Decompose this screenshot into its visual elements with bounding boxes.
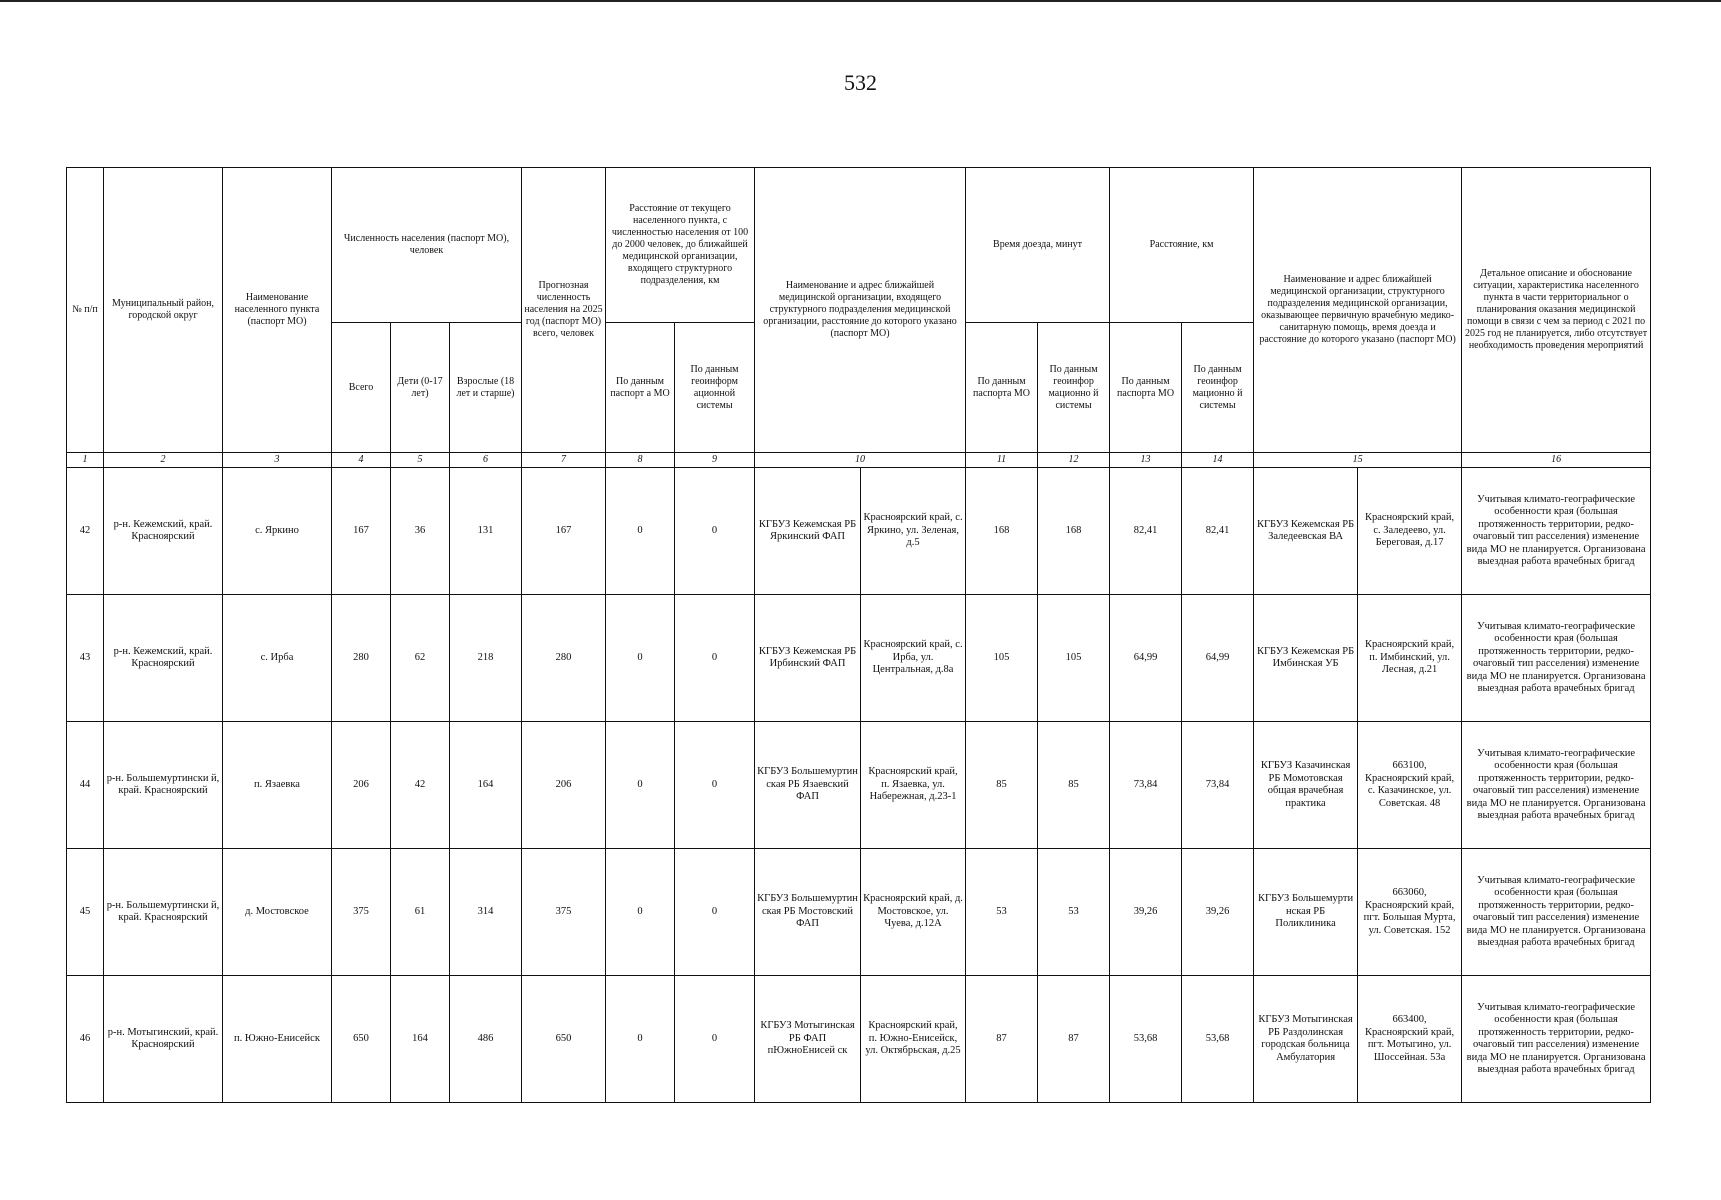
row-time-geo: 53 bbox=[1038, 849, 1110, 976]
row-adults: 131 bbox=[450, 468, 522, 595]
row-km-passport: 64,99 bbox=[1110, 595, 1182, 722]
row-pc-name: КГБУЗ Мотыгинская РБ Раздолинская городская больница Амбулатория bbox=[1254, 976, 1358, 1103]
row-org-address: Красноярский край, д. Мостовское, ул. Чуева, д.12А bbox=[861, 849, 966, 976]
column-number: 5 bbox=[391, 453, 450, 468]
row-children: 61 bbox=[391, 849, 450, 976]
row-forecast: 650 bbox=[522, 976, 606, 1103]
row-district: р-н. Большемуртински й, край. Красноярский bbox=[104, 849, 223, 976]
column-number: 9 bbox=[675, 453, 755, 468]
column-number: 8 bbox=[606, 453, 675, 468]
settlements-table bbox=[66, 167, 1651, 1103]
row-adults: 164 bbox=[450, 722, 522, 849]
row-pc-address: 663100, Красноярский край, с. Казачинское, ул. Советская. 48 bbox=[1358, 722, 1462, 849]
header-settlement: Наименование населенного пункта (паспорт МО) bbox=[223, 168, 332, 453]
column-number: 12 bbox=[1038, 453, 1110, 468]
table-row bbox=[67, 595, 1651, 722]
row-children: 36 bbox=[391, 468, 450, 595]
row-km-passport: 82,41 bbox=[1110, 468, 1182, 595]
row-pc-address: Красноярский край, с. Заледеево, ул. Береговая, д.17 bbox=[1358, 468, 1462, 595]
row-num: 44 bbox=[67, 722, 104, 849]
row-km-geo: 73,84 bbox=[1182, 722, 1254, 849]
column-number: 4 bbox=[332, 453, 391, 468]
row-forecast: 206 bbox=[522, 722, 606, 849]
page-number: 532 bbox=[844, 70, 877, 95]
row-children: 42 bbox=[391, 722, 450, 849]
header-distance-km-group: Расстояние, км bbox=[1110, 168, 1254, 323]
header-travel-time-group: Время доезда, минут bbox=[966, 168, 1110, 323]
row-dist-passport: 0 bbox=[606, 595, 675, 722]
row-time-passport: 87 bbox=[966, 976, 1038, 1103]
row-org-name: КГБУЗ Кежемская РБ Яркинский ФАП bbox=[755, 468, 861, 595]
row-description: Учитывая климато-географические особенности края (большая протяженность территории, редко-очаговый тип расселения) изменение вида МО не планируется. Организована выездная работа врачебных бригад bbox=[1462, 595, 1651, 722]
header-pop-children: Дети (0-17 лет) bbox=[391, 323, 450, 453]
row-org-name: КГБУЗ Кежемская РБ Ирбинский ФАП bbox=[755, 595, 861, 722]
row-org-name: КГБУЗ Мотыгинская РБ ФАП пЮжноЕнисей ск bbox=[755, 976, 861, 1103]
column-number: 1 bbox=[67, 453, 104, 468]
row-km-passport: 73,84 bbox=[1110, 722, 1182, 849]
header-population-group: Численность населения (паспорт МО), человек bbox=[332, 168, 522, 323]
row-total: 280 bbox=[332, 595, 391, 722]
row-pc-name: КГБУЗ Кежемская РБ Заледеевская ВА bbox=[1254, 468, 1358, 595]
row-dist-passport: 0 bbox=[606, 849, 675, 976]
row-pc-name: КГБУЗ Казачинская РБ Момотовская общая врачебная практика bbox=[1254, 722, 1358, 849]
row-settlement: д. Мостовское bbox=[223, 849, 332, 976]
row-dist-geo: 0 bbox=[675, 849, 755, 976]
header-num: № п/п bbox=[67, 168, 104, 453]
row-km-geo: 82,41 bbox=[1182, 468, 1254, 595]
row-time-passport: 168 bbox=[966, 468, 1038, 595]
row-settlement: с. Ирба bbox=[223, 595, 332, 722]
column-number: 16 bbox=[1462, 453, 1651, 468]
table-row bbox=[67, 722, 1651, 849]
row-adults: 218 bbox=[450, 595, 522, 722]
row-description: Учитывая климато-географические особенности края (большая протяженность территории, редко-очаговый тип расселения) изменение вида МО не планируется. Организована выездная работа врачебных бригад bbox=[1462, 722, 1651, 849]
row-settlement: п. Язаевка bbox=[223, 722, 332, 849]
row-settlement: с. Яркино bbox=[223, 468, 332, 595]
row-pc-address: 663060, Красноярский край, пгт. Большая Мурта, ул. Советская. 152 bbox=[1358, 849, 1462, 976]
row-total: 167 bbox=[332, 468, 391, 595]
row-adults: 486 bbox=[450, 976, 522, 1103]
header-time-geo: По данным геоинфор мационно й системы bbox=[1038, 323, 1110, 453]
row-description: Учитывая климато-географические особенности края (большая протяженность территории, редко-очаговый тип расселения) изменение вида МО не планируется. Организована выездная работа врачебных бригад bbox=[1462, 976, 1651, 1103]
row-dist-geo: 0 bbox=[675, 976, 755, 1103]
column-number: 3 bbox=[223, 453, 332, 468]
row-total: 206 bbox=[332, 722, 391, 849]
row-forecast: 167 bbox=[522, 468, 606, 595]
row-pc-address: Красноярский край, п. Имбинский, ул. Лесная, д.21 bbox=[1358, 595, 1462, 722]
row-km-passport: 39,26 bbox=[1110, 849, 1182, 976]
row-time-geo: 85 bbox=[1038, 722, 1110, 849]
header-nearest-org: Наименование и адрес ближайшей медицинской организации, входящего структурного подразделения медицинской организации, расстояние до которого указано (паспорт МО) bbox=[755, 168, 966, 453]
header-distance-group: Расстояние от текущего населенного пункта, с численностью населения от 100 до 2000 человек, до ближайшей медицинской организации, входящего структурного подразделения, км bbox=[606, 168, 755, 323]
row-description: Учитывая климато-географические особенности края (большая протяженность территории, редко-очаговый тип расселения) изменение вида МО не планируется. Организована выездная работа врачебных бригад bbox=[1462, 468, 1651, 595]
row-km-passport: 53,68 bbox=[1110, 976, 1182, 1103]
row-district: р-н. Кежемский, край. Красноярский bbox=[104, 595, 223, 722]
row-dist-geo: 0 bbox=[675, 595, 755, 722]
row-time-passport: 85 bbox=[966, 722, 1038, 849]
column-number: 2 bbox=[104, 453, 223, 468]
row-time-passport: 105 bbox=[966, 595, 1038, 722]
row-num: 45 bbox=[67, 849, 104, 976]
table-row bbox=[67, 468, 1651, 595]
row-org-name: КГБУЗ Большемуртин ская РБ Мостовский ФАП bbox=[755, 849, 861, 976]
row-org-address: Красноярский край, п. Язаевка, ул. Набережная, д.23-1 bbox=[861, 722, 966, 849]
row-num: 42 bbox=[67, 468, 104, 595]
row-num: 43 bbox=[67, 595, 104, 722]
row-km-geo: 39,26 bbox=[1182, 849, 1254, 976]
header-forecast: Прогнозная численность населения на 2025 год (паспорт МО) всего, человек bbox=[522, 168, 606, 453]
row-pc-name: КГБУЗ Большемурти нская РБ Поликлиника bbox=[1254, 849, 1358, 976]
row-time-passport: 53 bbox=[966, 849, 1038, 976]
row-dist-geo: 0 bbox=[675, 468, 755, 595]
row-dist-passport: 0 bbox=[606, 976, 675, 1103]
column-number: 13 bbox=[1110, 453, 1182, 468]
row-time-geo: 168 bbox=[1038, 468, 1110, 595]
row-dist-geo: 0 bbox=[675, 722, 755, 849]
row-district: р-н. Большемуртински й, край. Красноярский bbox=[104, 722, 223, 849]
header-km-geo: По данным геоинфор мационно й системы bbox=[1182, 323, 1254, 453]
header-dist-passport: По данным паспорт а МО bbox=[606, 323, 675, 453]
row-forecast: 280 bbox=[522, 595, 606, 722]
row-time-geo: 87 bbox=[1038, 976, 1110, 1103]
column-number: 10 bbox=[755, 453, 966, 468]
row-children: 164 bbox=[391, 976, 450, 1103]
row-num: 46 bbox=[67, 976, 104, 1103]
header-pop-adults: Взрослые (18 лет и старше) bbox=[450, 323, 522, 453]
header-primary-care: Наименование и адрес ближайшей медицинской организации, структурного подразделения медицинской организации, оказывающее первичную врачебную медико-санитарную помощь, время доезда и расстояние до которого указано (паспорт МО) bbox=[1254, 168, 1462, 453]
row-total: 375 bbox=[332, 849, 391, 976]
column-number: 7 bbox=[522, 453, 606, 468]
row-org-address: Красноярский край, с. Яркино, ул. Зеленая, д.5 bbox=[861, 468, 966, 595]
row-pc-name: КГБУЗ Кежемская РБ Имбинская УБ bbox=[1254, 595, 1358, 722]
row-children: 62 bbox=[391, 595, 450, 722]
column-number: 11 bbox=[966, 453, 1038, 468]
column-number: 6 bbox=[450, 453, 522, 468]
row-km-geo: 64,99 bbox=[1182, 595, 1254, 722]
row-adults: 314 bbox=[450, 849, 522, 976]
row-district: р-н. Кежемский, край. Красноярский bbox=[104, 468, 223, 595]
header-description: Детальное описание и обоснование ситуации, характеристика населенного пункта в части территориальног о планирования оказания медицинской помощи в связи с чем за период с 2021 по 2025 год не планируется, либо отсутствует необходимость проведения мероприятий bbox=[1462, 168, 1651, 453]
row-district: р-н. Мотыгинский, край. Красноярский bbox=[104, 976, 223, 1103]
table-row bbox=[67, 976, 1651, 1103]
row-time-geo: 105 bbox=[1038, 595, 1110, 722]
row-km-geo: 53,68 bbox=[1182, 976, 1254, 1103]
row-settlement: п. Южно-Енисейск bbox=[223, 976, 332, 1103]
row-dist-passport: 0 bbox=[606, 722, 675, 849]
header-dist-geo: По данным геоинформ ационной системы bbox=[675, 323, 755, 453]
row-org-name: КГБУЗ Большемуртин ская РБ Язаевский ФАП bbox=[755, 722, 861, 849]
header-km-passport: По данным паспорта МО bbox=[1110, 323, 1182, 453]
row-total: 650 bbox=[332, 976, 391, 1103]
row-description: Учитывая климато-географические особенности края (большая протяженность территории, редко-очаговый тип расселения) изменение вида МО не планируется. Организована выездная работа врачебных бригад bbox=[1462, 849, 1651, 976]
row-dist-passport: 0 bbox=[606, 468, 675, 595]
row-pc-address: 663400, Красноярский край, пгт. Мотыгино, ул. Шоссейная. 53а bbox=[1358, 976, 1462, 1103]
row-org-address: Красноярский край, с. Ирба, ул. Центральная, д.8а bbox=[861, 595, 966, 722]
row-org-address: Красноярский край, п. Южно-Енисейск, ул. Октябрьская, д.25 bbox=[861, 976, 966, 1103]
top-rule bbox=[0, 0, 1721, 2]
column-number: 15 bbox=[1254, 453, 1462, 468]
row-forecast: 375 bbox=[522, 849, 606, 976]
header-district: Муниципальный район, городской округ bbox=[104, 168, 223, 453]
table-row bbox=[67, 849, 1651, 976]
header-pop-total: Всего bbox=[332, 323, 391, 453]
header-time-passport: По данным паспорта МО bbox=[966, 323, 1038, 453]
column-number: 14 bbox=[1182, 453, 1254, 468]
